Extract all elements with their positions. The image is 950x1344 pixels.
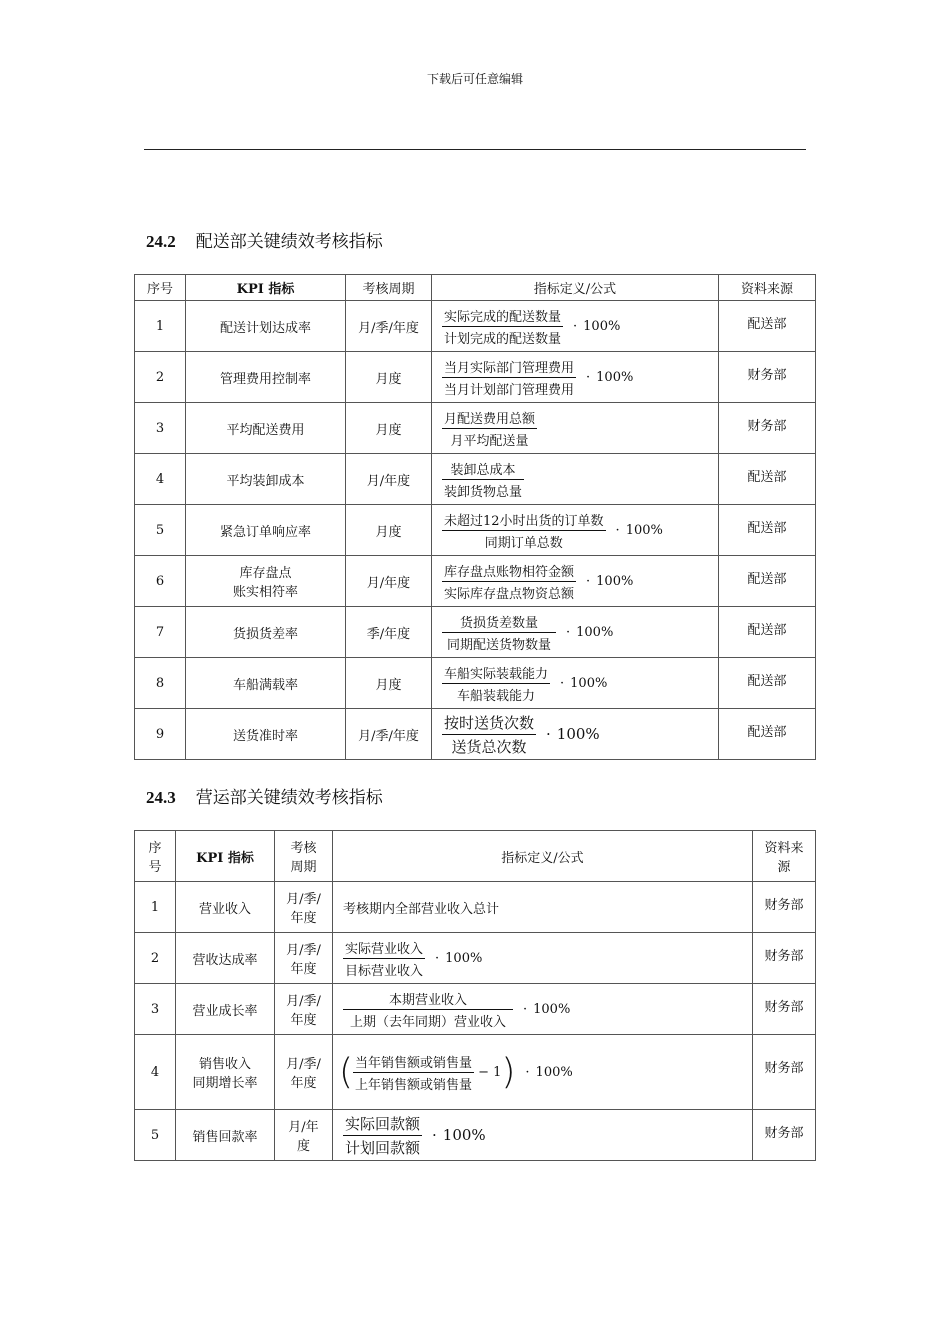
denominator: 目标营业收入: [345, 963, 424, 979]
col-header-period: 考核周期: [346, 275, 432, 301]
header-divider: [144, 149, 806, 150]
col-header-no-line1: 序: [148, 841, 162, 856]
formula-fraction: [343, 1113, 422, 1158]
kpi-name: 平均配送费用: [186, 403, 346, 454]
table-row: [135, 403, 816, 454]
kpi-source: 财务部: [753, 933, 816, 984]
col-header-definition: 指标定义/公式: [333, 831, 753, 882]
kpi-formula: [432, 454, 719, 505]
formula-fraction: [442, 612, 556, 653]
table-row: [135, 352, 816, 403]
kpi-name-line2: 账实相符率: [232, 585, 298, 600]
table-row: [135, 607, 816, 658]
kpi-period: [275, 1035, 333, 1110]
kpi-name: 货损货差率: [186, 607, 346, 658]
col-header-period-line1: 考核: [290, 841, 317, 856]
kpi-period: 月/年度: [346, 454, 432, 505]
denominator: 车船装载能力: [457, 688, 536, 704]
numerator: 库存盘点账物相符金额: [442, 561, 576, 582]
multiply-sign: ·: [586, 573, 591, 589]
percent-factor: 100%: [445, 950, 483, 966]
kpi-period-line1: 月/年: [288, 1120, 319, 1135]
kpi-source: 配送部: [719, 607, 816, 658]
kpi-period: 月度: [346, 505, 432, 556]
numerator: 实际营业收入: [343, 938, 425, 959]
multiply-sign: ·: [546, 725, 551, 743]
formula-fraction: [442, 663, 550, 704]
multiply-sign: ·: [432, 1126, 437, 1144]
kpi-period: [275, 1110, 333, 1161]
kpi-period-line1: 月/季/: [286, 943, 321, 958]
section-heading: 营运部关键绩效考核指标: [195, 788, 383, 808]
percent-factor: 100%: [442, 1126, 486, 1144]
numerator: 未超过12小时出货的订单数: [442, 510, 606, 531]
col-header-period-line2: 周期: [290, 860, 317, 875]
kpi-definition: 考核期内全部营业收入总计: [333, 882, 753, 933]
numerator: 实际完成的配送数量: [442, 306, 563, 327]
table-header-row: [135, 275, 816, 301]
kpi-formula: [333, 1035, 753, 1110]
formula-fraction: [353, 1052, 474, 1093]
kpi-name: 销售回款率: [176, 1110, 275, 1161]
kpi-formula: [333, 1110, 753, 1161]
kpi-source: 配送部: [719, 658, 816, 709]
row-number: 4: [135, 1035, 176, 1110]
operations-kpi-table: [134, 830, 816, 1161]
kpi-source: 配送部: [719, 454, 816, 505]
percent-factor: 100%: [596, 369, 634, 385]
kpi-source: 配送部: [719, 505, 816, 556]
kpi-formula: [432, 301, 719, 352]
denominator: 计划回款额: [345, 1138, 421, 1157]
row-number: 1: [135, 882, 176, 933]
kpi-name: 紧急订单响应率: [186, 505, 346, 556]
row-number: 4: [135, 454, 186, 505]
kpi-period: [275, 984, 333, 1035]
row-number: 5: [135, 505, 186, 556]
numerator: 装卸总成本: [442, 459, 524, 480]
table-row: [135, 658, 816, 709]
kpi-formula: [432, 658, 719, 709]
formula-fraction: [442, 712, 536, 757]
kpi-period: 月度: [346, 352, 432, 403]
kpi-period: 月/年度: [346, 556, 432, 607]
col-header-no: 序号: [135, 275, 186, 301]
row-number: 8: [135, 658, 186, 709]
kpi-source: 配送部: [719, 301, 816, 352]
row-number: 9: [135, 709, 186, 760]
kpi-source: 配送部: [719, 709, 816, 760]
row-number: 6: [135, 556, 186, 607]
kpi-period-line2: 年度: [290, 962, 317, 977]
percent-factor: 100%: [576, 624, 614, 640]
row-number: 2: [135, 933, 176, 984]
kpi-period: 月/季/年度: [346, 709, 432, 760]
denominator: 同期订单总数: [484, 535, 563, 551]
denominator: 送货总次数: [451, 737, 527, 756]
kpi-name: 配送计划达成率: [186, 301, 346, 352]
kpi-name: [176, 1035, 275, 1110]
kpi-period: 月/季/年度: [346, 301, 432, 352]
numerator: 当月实际部门管理费用: [442, 357, 576, 378]
denominator: 当月计划部门管理费用: [444, 382, 575, 398]
percent-factor: 100%: [570, 675, 608, 691]
col-header-source: 资料来源: [719, 275, 816, 301]
col-header-source: [753, 831, 816, 882]
formula-fraction: [343, 938, 425, 979]
formula-fraction: [442, 459, 524, 500]
kpi-formula: [432, 403, 719, 454]
row-number: 5: [135, 1110, 176, 1161]
kpi-name: 营业成长率: [176, 984, 275, 1035]
table-row: [135, 1110, 816, 1161]
col-header-period: [275, 831, 333, 882]
kpi-period: 月度: [346, 403, 432, 454]
row-number: 7: [135, 607, 186, 658]
kpi-formula: [333, 933, 753, 984]
formula-fraction: [442, 357, 576, 398]
row-number: 3: [135, 984, 176, 1035]
formula-fraction: [442, 306, 563, 347]
percent-factor: 100%: [625, 522, 663, 538]
col-header-no-line2: 号: [148, 860, 162, 875]
kpi-period-line1: 月/季/: [286, 892, 321, 907]
kpi-name: 车船满载率: [186, 658, 346, 709]
kpi-name: 管理费用控制率: [186, 352, 346, 403]
table-row: [135, 556, 816, 607]
kpi-period-line2: 度: [296, 1139, 310, 1154]
section-title-distribution: [146, 227, 383, 252]
kpi-period-line1: 月/季/: [286, 1057, 321, 1072]
kpi-source: 财务部: [753, 1110, 816, 1161]
denominator: 月平均配送量: [450, 433, 529, 449]
numerator: 本期营业收入: [343, 989, 513, 1010]
multiply-sign: ·: [615, 522, 620, 538]
kpi-name: [186, 556, 346, 607]
kpi-source: 财务部: [753, 984, 816, 1035]
kpi-period-line2: 年度: [290, 1013, 317, 1028]
denominator: 装卸货物总量: [444, 484, 523, 500]
numerator: 车船实际装载能力: [442, 663, 550, 684]
percent-factor: 100%: [596, 573, 634, 589]
kpi-name: 营业收入: [176, 882, 275, 933]
table-row: [135, 984, 816, 1035]
col-header-no: [135, 831, 176, 882]
col-header-kpi: KPI 指标: [186, 275, 346, 301]
col-header-kpi: KPI 指标: [176, 831, 275, 882]
kpi-formula: [333, 984, 753, 1035]
table-row: [135, 709, 816, 760]
denominator: 计划完成的配送数量: [444, 331, 562, 347]
table-row: [135, 505, 816, 556]
header-note: 下载后可任意编辑: [426, 72, 523, 86]
kpi-period: [275, 882, 333, 933]
kpi-period-line1: 月/季/: [286, 994, 321, 1009]
kpi-name: 营收达成率: [176, 933, 275, 984]
multiply-sign: ·: [560, 675, 565, 691]
table-row: [135, 933, 816, 984]
row-number: 1: [135, 301, 186, 352]
kpi-name-line1: 库存盘点: [239, 566, 292, 581]
row-number: 2: [135, 352, 186, 403]
formula-fraction: [442, 510, 606, 551]
kpi-name-line1: 销售收入: [198, 1057, 251, 1072]
numerator: 当年销售额或销售量: [353, 1052, 474, 1073]
formula-fraction: [442, 408, 537, 449]
percent-factor: 100%: [533, 1001, 571, 1017]
percent-factor: 100%: [556, 725, 600, 743]
kpi-period: [275, 933, 333, 984]
right-paren: ): [501, 1051, 516, 1092]
row-number: 3: [135, 403, 186, 454]
denominator: 实际库存盘点物资总额: [444, 586, 575, 602]
multiply-sign: ·: [523, 1001, 528, 1017]
kpi-period: 月度: [346, 658, 432, 709]
multiply-sign: ·: [586, 369, 591, 385]
kpi-source: 财务部: [719, 352, 816, 403]
col-header-source-line1: 资料来: [764, 841, 804, 856]
minus-one: − 1: [478, 1064, 502, 1080]
table-row: [135, 454, 816, 505]
numerator: 货损货差数量: [442, 612, 556, 633]
kpi-formula: [432, 352, 719, 403]
section-number: 24.3: [146, 788, 176, 807]
section-heading: 配送部关键绩效考核指标: [195, 232, 383, 252]
denominator: 上年销售额或销售量: [355, 1077, 473, 1093]
table-header-row: [135, 831, 816, 882]
percent-factor: 100%: [583, 318, 621, 334]
formula-fraction: [343, 989, 513, 1030]
kpi-period-line2: 年度: [290, 911, 317, 926]
col-header-definition: 指标定义/公式: [432, 275, 719, 301]
numerator: 实际回款额: [343, 1113, 422, 1136]
multiply-sign: ·: [573, 318, 578, 334]
formula-fraction: [442, 561, 576, 602]
kpi-name: 平均装卸成本: [186, 454, 346, 505]
multiply-sign: ·: [435, 950, 440, 966]
numerator: 按时送货次数: [442, 712, 536, 735]
kpi-source: 财务部: [719, 403, 816, 454]
kpi-formula: [432, 607, 719, 658]
numerator: 月配送费用总额: [442, 408, 537, 429]
kpi-period-line2: 年度: [290, 1076, 317, 1091]
kpi-source: 配送部: [719, 556, 816, 607]
table-row: [135, 301, 816, 352]
col-header-source-line2: 源: [777, 860, 791, 875]
kpi-source: 财务部: [753, 882, 816, 933]
kpi-source: 财务部: [753, 1035, 816, 1110]
kpi-name: 送货准时率: [186, 709, 346, 760]
denominator: 上期（去年同期）营业收入: [349, 1014, 506, 1030]
percent-factor: 100%: [535, 1064, 573, 1080]
section-title-operations: [146, 783, 383, 808]
table-row: [135, 1035, 816, 1110]
multiply-sign: ·: [566, 624, 571, 640]
table-row: [135, 882, 816, 933]
multiply-sign: ·: [525, 1064, 530, 1080]
kpi-formula: [432, 556, 719, 607]
kpi-period: 季/年度: [346, 607, 432, 658]
distribution-kpi-table: [134, 274, 816, 760]
denominator: 同期配送货物数量: [446, 637, 551, 653]
kpi-formula: [432, 505, 719, 556]
kpi-name-line2: 同期增长率: [192, 1076, 258, 1091]
kpi-formula: [432, 709, 719, 760]
section-number: 24.2: [146, 232, 176, 251]
left-paren: (: [339, 1051, 354, 1092]
